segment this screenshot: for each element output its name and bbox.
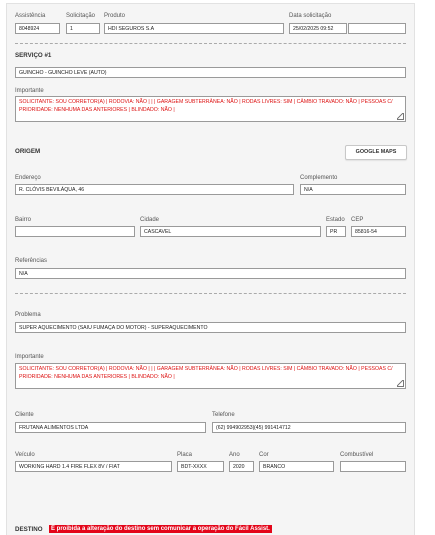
complemento-field[interactable]: N/A [300, 184, 406, 195]
assistencia-label: Assistência [15, 13, 46, 19]
combustivel-label: Combustível [340, 452, 374, 458]
cep-label: CEP [351, 217, 364, 223]
origem-title: ORIGEM [15, 148, 41, 155]
problema-importante-label: Importante [15, 354, 44, 360]
resize-grip-icon[interactable] [397, 113, 404, 120]
cidade-field[interactable]: CASCAVEL [140, 226, 321, 237]
telefone-field[interactable]: (62) 994902953|(45) 991414712 [212, 422, 406, 433]
combustivel-field[interactable] [340, 461, 406, 472]
bairro-field[interactable] [15, 226, 135, 237]
endereco-label: Endereço [15, 175, 41, 181]
referencias-field[interactable]: N/A [15, 268, 406, 279]
placa-field[interactable]: BDT-XXXX [177, 461, 224, 472]
cliente-field[interactable]: FRUTANA ALIMENTOS LTDA [15, 422, 206, 433]
solicitacao-label: Solicitação [66, 13, 96, 19]
data-solicitacao-extra-field[interactable] [348, 23, 406, 34]
servico-importante-textarea[interactable] [15, 96, 406, 122]
produto-field[interactable]: HDI SEGUROS S.A [104, 23, 284, 34]
estado-label: Estado [326, 217, 345, 223]
problema-importante-textarea[interactable] [15, 363, 406, 389]
endereco-field[interactable]: R. CLÓVIS BEVILÁQUA, 46 [15, 184, 294, 195]
veiculo-label: Veículo [15, 452, 35, 458]
ano-field[interactable]: 2020 [229, 461, 254, 472]
destino-warning-banner: É proibida a alteração do destino sem comunicar a operação do Fácil Assist. [51, 526, 270, 532]
problema-label: Problema [15, 312, 41, 318]
complemento-label: Complemento [300, 175, 338, 181]
placa-label: Placa [177, 452, 193, 458]
servico-importante-text: SOLICITANTE: SOU CORRETOR(A) | RODOVIA: NÃO | | | GARAGEM SUBTERRÂNEA: NÃO | RODAS LIVRES: SIM | CÂMBIO TRAVADO: NÃO | PESSOAS C/ PRIORIDADE: NENHUMA DAS ANTERIORES | BLINDADO: NÃO | [19, 99, 393, 113]
data-solicitacao-field[interactable]: 25/02/2025 09:52 [289, 23, 347, 34]
cliente-label: Cliente [15, 412, 34, 418]
cidade-label: Cidade [140, 217, 160, 223]
telefone-label: Telefone [212, 412, 235, 418]
cep-field[interactable]: 85816-54 [351, 226, 406, 237]
data-solicitacao-label: Data solicitação [289, 13, 332, 19]
servico-title: SERVIÇO #1 [15, 52, 52, 59]
servico-field[interactable]: GUINCHO - GUINCHO LEVE (AUTO) [15, 67, 406, 78]
cor-field[interactable]: BRANCO [259, 461, 334, 472]
estado-field[interactable]: PR [326, 226, 346, 237]
servico-importante-label: Importante [15, 88, 44, 94]
produto-label: Produto [104, 13, 126, 19]
veiculo-field[interactable]: WORKING HARD 1.4 FIRE FLEX 8V / FIAT [15, 461, 172, 472]
referencias-label: Referências [15, 258, 48, 264]
problema-importante-text: SOLICITANTE: SOU CORRETOR(A) | RODOVIA: NÃO | | | GARAGEM SUBTERRÂNEA: NÃO | RODAS LIVRES: SIM | CÂMBIO TRAVADO: NÃO | PESSOAS C/ PRIORIDADE: NENHUMA DAS ANTERIORES | BLINDADO: NÃO | [19, 366, 393, 380]
problema-field[interactable]: SUPER AQUECIMENTO (SAIU FUMAÇA DO MOTOR) - SUPERAQUECIMENTO [15, 322, 406, 333]
resize-grip-icon[interactable] [397, 380, 404, 387]
solicitacao-field[interactable]: 1 [66, 23, 100, 34]
google-maps-button[interactable]: GOOGLE MAPS [345, 145, 407, 160]
assistencia-field[interactable]: 8048924 [15, 23, 60, 34]
divider [15, 43, 406, 44]
divider [15, 293, 406, 294]
cor-label: Cor [259, 452, 269, 458]
destino-title: DESTINO [15, 526, 43, 533]
ano-label: Ano [229, 452, 240, 458]
bairro-label: Bairro [15, 217, 32, 223]
